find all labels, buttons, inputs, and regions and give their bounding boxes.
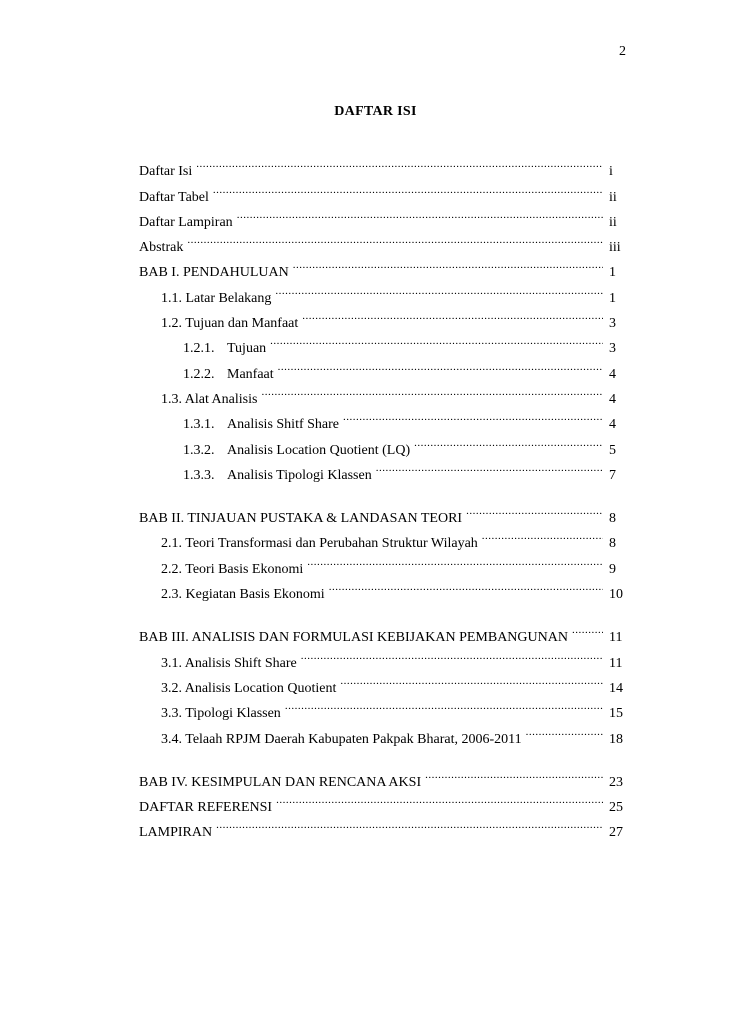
toc-entry-page: 9	[609, 561, 616, 577]
toc-entry-label: Analisis Tipologi Klassen	[227, 467, 372, 483]
toc-entry-label: BAB III. ANALISIS DAN FORMULASI KEBIJAKAN PEMBANGUNAN	[139, 630, 568, 646]
toc-entry-page: 25	[609, 800, 623, 816]
toc-entry-label: Analisis Location Quotient (LQ)	[227, 442, 411, 458]
dot-leader	[278, 352, 603, 377]
toc-entry-label: 2.1. Teori Transformasi dan Perubahan Struktur Wilayah	[161, 536, 478, 552]
toc-entry-number: 1.2.2.	[183, 366, 215, 382]
toc-entry-page: 5	[609, 442, 616, 458]
toc-entry-number: 1.3.3.	[183, 467, 215, 483]
toc-entry-label: 3.2. Analisis Location Quotient	[161, 680, 337, 696]
toc-entry-page: 8	[609, 536, 616, 552]
dot-leader	[340, 667, 603, 692]
toc-entry-page: 11	[609, 655, 623, 671]
toc-entry-number: 1.3.1.	[183, 417, 215, 433]
toc-entry-label: Abstrak	[139, 240, 184, 256]
toc-entry-label: Daftar Tabel	[139, 189, 209, 205]
dot-leader	[376, 454, 603, 479]
dot-leader	[466, 497, 603, 522]
dot-leader	[572, 616, 603, 641]
dot-leader	[213, 175, 603, 200]
dot-leader	[302, 302, 603, 327]
dot-leader	[187, 226, 603, 251]
toc-entry-page: 10	[609, 587, 623, 603]
dot-leader	[285, 692, 603, 717]
toc-entry-page: 11	[609, 630, 623, 646]
toc-entry-label: 1.2. Tujuan dan Manfaat	[161, 316, 299, 332]
toc-entry-page: 14	[609, 680, 623, 696]
toc-entry-page: 8	[609, 511, 616, 527]
toc-entry-page: 15	[609, 706, 623, 722]
toc-entry-page: i	[609, 164, 613, 180]
page-title: DAFTAR ISI	[334, 104, 417, 119]
toc-entry-label: 2.3. Kegiatan Basis Ekonomi	[161, 587, 325, 603]
toc-entry-page: 4	[609, 391, 616, 407]
toc-entry-page: ii	[609, 189, 617, 205]
dot-leader	[276, 786, 603, 811]
dot-leader	[482, 522, 603, 547]
toc-entry-page: 27	[609, 825, 623, 841]
toc-entry-label: 3.3. Tipologi Klassen	[161, 706, 281, 722]
page-number: 2	[619, 44, 626, 59]
toc-entry-page: 4	[609, 366, 616, 382]
toc-entry-page: 3	[609, 341, 616, 357]
toc-chapter-entry[interactable]	[139, 616, 629, 646]
toc-entry-label: BAB IV. KESIMPULAN DAN RENCANA AKSI	[139, 774, 422, 790]
toc-chapter-entry[interactable]	[139, 497, 629, 527]
toc-entry-label: BAB I. PENDAHULUAN	[139, 265, 289, 281]
toc-entry[interactable]	[139, 201, 629, 230]
toc-entry-label: 1.1. Latar Belakang	[161, 290, 272, 306]
toc-entry-number: 1.3.2.	[183, 442, 215, 458]
toc-entry-label: Analisis Shitf Share	[227, 417, 339, 433]
dot-leader	[329, 573, 603, 598]
toc-entry-label: Daftar Isi	[139, 164, 193, 180]
toc-entry-label: Daftar Lampiran	[139, 214, 233, 230]
dot-leader	[237, 201, 603, 226]
dot-leader	[307, 547, 603, 572]
toc-entry-page: 1	[609, 265, 616, 281]
dot-leader	[301, 641, 603, 666]
dot-leader	[293, 251, 603, 276]
dot-leader	[275, 276, 603, 301]
dot-leader	[270, 327, 603, 352]
toc-chapter-entry[interactable]	[139, 761, 629, 790]
toc-entry-label: 3.1. Analisis Shift Share	[161, 655, 297, 671]
table-of-contents	[139, 150, 629, 841]
toc-entry-label: 2.2. Teori Basis Ekonomi	[161, 561, 304, 577]
toc-entry-label: Tujuan	[227, 341, 267, 357]
toc-entry-label: LAMPIRAN	[139, 825, 213, 841]
dot-leader	[414, 428, 603, 453]
toc-entry-label: 1.3. Alat Analisis	[161, 391, 258, 407]
toc-entry-page: 7	[609, 467, 616, 483]
toc-entry[interactable]	[139, 226, 629, 256]
toc-entry-page: 3	[609, 316, 616, 332]
toc-entry-number: 1.2.1.	[183, 341, 215, 357]
dot-leader	[261, 378, 603, 403]
toc-entry-page: 23	[609, 774, 623, 790]
toc-entry-page: 1	[609, 290, 616, 306]
toc-chapter-entry[interactable]	[139, 251, 629, 281]
toc-entry-label: 3.4. Telaah RPJM Daerah Kabupaten Pakpak Bharat, 2006-2011	[161, 731, 522, 747]
dot-leader	[196, 150, 603, 175]
toc-entry-page: 18	[609, 731, 623, 747]
toc-entry-label: BAB II. TINJAUAN PUSTAKA & LANDASAN TEORI	[139, 511, 463, 527]
toc-entry-page: iii	[609, 240, 621, 256]
dot-leader	[425, 761, 603, 786]
toc-entry[interactable]	[139, 150, 629, 180]
toc-entry-page: 4	[609, 417, 616, 433]
dot-leader	[343, 403, 603, 428]
toc-entry-label: Manfaat	[227, 366, 274, 382]
toc-entry-page: ii	[609, 214, 617, 230]
dot-leader	[216, 811, 603, 836]
toc-entry-label: DAFTAR REFERENSI	[139, 800, 273, 816]
toc-entry[interactable]	[139, 175, 629, 205]
dot-leader	[526, 717, 603, 742]
